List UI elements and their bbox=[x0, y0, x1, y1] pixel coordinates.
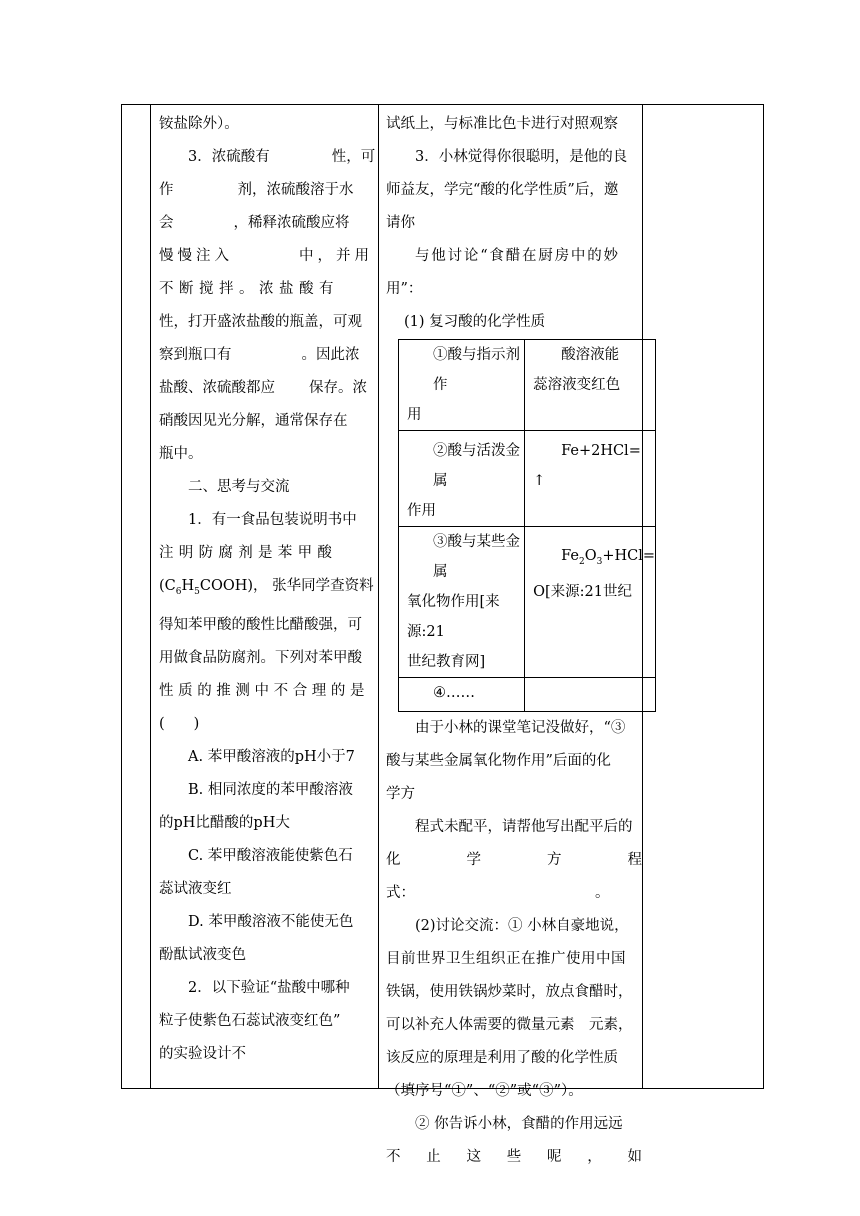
text-line: 1．有一食品包装说明书中 bbox=[188, 512, 357, 528]
option-a: A. 苯甲酸溶液的pH小于7 bbox=[188, 748, 355, 765]
lesson-table bbox=[121, 104, 764, 1165]
sub-heading: (1) 复习酸的化学性质 bbox=[404, 314, 546, 330]
middle-column bbox=[380, 105, 655, 1165]
acid-properties-table bbox=[398, 339, 656, 712]
text-line: 化 学 方 程 bbox=[386, 852, 642, 868]
text-line: 会 ，稀释浓硫酸应将 bbox=[159, 215, 350, 231]
text-line: 性，打开盛浓盐酸的瓶盖，可观 bbox=[159, 314, 362, 330]
text-line: 酸与某些金属氧化物作用”后面的化 bbox=[386, 753, 611, 769]
text-line: 酚酞试液变色 bbox=[159, 946, 246, 963]
option-d: D. 苯甲酸溶液不能使无色 bbox=[188, 913, 354, 930]
table-row bbox=[399, 678, 656, 712]
table-row bbox=[399, 340, 656, 431]
text-line: 式： 。 bbox=[386, 885, 610, 901]
table-cell bbox=[525, 678, 656, 712]
table-cell: ①酸与指示剂作 用 bbox=[399, 340, 525, 431]
table-cell: ②酸与活泼金属 作用 bbox=[399, 431, 525, 527]
answer-brackets: ( ) bbox=[159, 715, 200, 732]
option-b: B. 相同浓度的苯甲酸溶液 bbox=[188, 781, 353, 798]
text-line: 注明防腐剂是苯甲酸 bbox=[159, 545, 338, 561]
text-line: ② 你告诉小林，食醋的作用远远 bbox=[415, 1116, 623, 1132]
table-cell: ③酸与某些金属 氧化物作用[来源:21 世纪教育网] bbox=[399, 527, 525, 678]
table-cell: Fe+2HCl= ↑ bbox=[525, 431, 656, 527]
text-line: 察到瓶口有 。因此浓 bbox=[159, 347, 360, 363]
text-line: 得知苯甲酸的酸性比醋酸强，可 bbox=[159, 616, 362, 633]
text-line: 与他讨论“食醋在厨房中的妙 bbox=[415, 248, 620, 264]
formula: $Fe_2O_3+HCl=$ bbox=[561, 548, 655, 567]
text-line: $(C_6H_5COOH)$， 张华同学查资料 bbox=[159, 578, 374, 597]
table-row bbox=[399, 431, 656, 527]
column-divider bbox=[378, 105, 379, 1088]
text-line: 不 止 这 些 呢 ， 如 bbox=[386, 1149, 642, 1165]
text-line: 性质的推测中不合理的是 bbox=[159, 682, 370, 699]
text-line: 目前世界卫生组织正在推广使用中国 bbox=[386, 951, 626, 967]
text-line: 由于小林的课堂笔记没做好，“③ bbox=[415, 720, 626, 736]
text-line: 可以补充人体需要的微量元素 元素， bbox=[386, 1017, 633, 1033]
text-line: 用”： bbox=[386, 281, 423, 297]
text-line: 硝酸因见光分解，通常保存在 bbox=[159, 413, 348, 429]
text-line: 的pH比醋酸的pH大 bbox=[159, 814, 290, 831]
text-line: （填序号“①”、“②”或“③”）。 bbox=[386, 1083, 583, 1099]
table-cell: 酸溶液能 蕊溶液变红色 bbox=[525, 340, 656, 431]
text-line: 蕊试液变红 bbox=[159, 880, 232, 897]
text-line: 铵盐除外）。 bbox=[159, 116, 239, 132]
section-heading: 二、思考与交流 bbox=[188, 479, 290, 495]
text-line: (2)讨论交流：① 小林自豪地说， bbox=[415, 918, 629, 934]
middle-column-text bbox=[380, 105, 655, 1174]
text-line: 不断搅拌。浓盐酸有 bbox=[159, 281, 339, 297]
text-line: 学方 bbox=[386, 786, 415, 802]
column-divider bbox=[150, 105, 151, 1088]
left-column bbox=[159, 105, 376, 1071]
text-line: 师益友，学完“酸的化学性质”后，邀 bbox=[386, 182, 619, 198]
option-c: C. 苯甲酸溶液能使紫色石 bbox=[188, 847, 353, 864]
text-line: 2．以下验证“盐酸中哪种 bbox=[188, 979, 350, 996]
text-line: 作 剂，浓硫酸溶于水 bbox=[159, 182, 354, 198]
text-line: 用做食品防腐剂。下列对苯甲酸 bbox=[159, 649, 362, 666]
text-line: 试纸上，与标准比色卡进行对照观察 bbox=[386, 116, 618, 132]
table-cell: $Fe_2O_3+HCl=$ O[来源:21世纪 bbox=[525, 527, 656, 678]
text-line: 瓶中。 bbox=[159, 446, 203, 462]
table-row bbox=[399, 527, 656, 678]
text-line: 请你 bbox=[386, 215, 415, 231]
text-line: 3．浓硫酸有 性，可 bbox=[188, 149, 376, 165]
text-line: 铁锅，使用铁锅炒菜时，放点食醋时， bbox=[386, 984, 633, 1000]
text-line: 的实验设计不 bbox=[159, 1045, 246, 1062]
table-cell: ④…… bbox=[399, 678, 525, 712]
text-line: 3．小林觉得你很聪明，是他的良 bbox=[415, 149, 628, 165]
text-line: 程式未配平，请帮他写出配平后的 bbox=[415, 819, 633, 835]
text-line: 粒子使紫色石蕊试液变红色” bbox=[159, 1012, 341, 1029]
text-line: 慢慢注入 中，并用 bbox=[159, 248, 373, 264]
text-line: 盐酸、浓硫酸都应 保存。浓 bbox=[159, 380, 367, 396]
text-line: 该反应的原理是利用了酸的化学性质 bbox=[386, 1050, 618, 1066]
